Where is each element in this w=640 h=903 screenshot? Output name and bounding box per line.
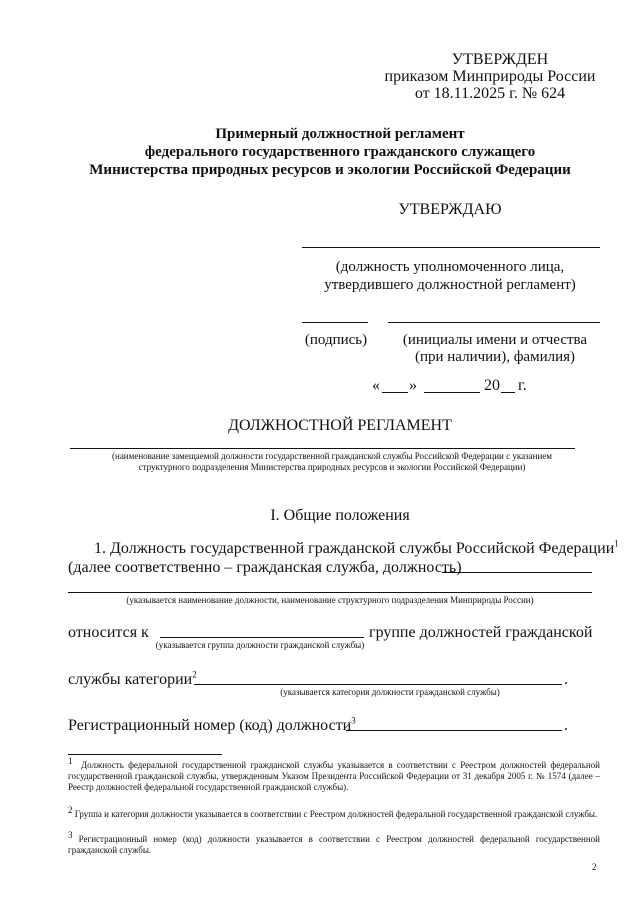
footnote-3 <box>68 830 600 856</box>
position-caption-1: (должность уполномоченного лица, <box>335 259 565 275</box>
footnote-3-mark: 3 <box>68 830 73 840</box>
date-month-line <box>424 392 480 393</box>
signature-line <box>302 322 368 323</box>
signature-caption: (подпись) <box>304 332 368 348</box>
title-line-3: Министерства природных ресурсов и экологии Российской Федерации <box>89 162 571 178</box>
category-prefix: службы категории <box>68 671 193 688</box>
reg-prefix: Регистрационный номер (код) должности <box>68 717 352 734</box>
group-suffix: группе должностей гражданской <box>369 624 593 641</box>
footnote-2-text: Группа и категория должности указывается в соответствии с Реестром должностей федеральной государственной гражданской службы. <box>74 809 598 819</box>
paragraph-1-full-line <box>68 592 592 593</box>
date-year-prefix: 20 <box>484 377 500 394</box>
footnote-3-text: Регистрационный номер (код) должности указывается в соответствии с Реестром должностей федеральной государственной гражданской службы. <box>68 834 600 855</box>
group-prefix: относится к <box>68 624 149 641</box>
paragraph-1-blank-line <box>442 572 592 573</box>
footnote-separator <box>68 754 222 755</box>
footnote-ref-3: 3 <box>351 715 356 726</box>
approval-date: от 18.11.2025 г. № 624 <box>414 85 566 102</box>
paragraph-1-text: 1. Должность государственной гражданской службы Российской Федерации <box>94 540 615 557</box>
footnote-2 <box>68 805 600 820</box>
date-year-suffix: г. <box>518 377 527 394</box>
regulation-caption-1: (наименование замещаемой должности государственной гражданской службы Российской Федерации с указанием <box>112 451 552 461</box>
date-close-quote: » <box>409 377 417 394</box>
approval-order: приказом Минприроды России <box>384 68 596 85</box>
reg-prefix-wrap <box>68 716 356 735</box>
footnote-ref-2: 2 <box>192 669 197 680</box>
position-caption-2: утвердившего должностной регламент) <box>324 277 576 293</box>
category-end: . <box>564 671 568 688</box>
reg-blank-line <box>346 730 562 731</box>
regulation-position-line <box>70 448 575 449</box>
name-caption-2: (при наличии), фамилия) <box>414 349 576 365</box>
paragraph-1-line-1 <box>94 539 619 558</box>
date-day-line <box>382 392 408 393</box>
group-caption: (указывается группа должности гражданской службы) <box>155 640 365 650</box>
name-caption-1: (инициалы имени и отчества <box>402 332 588 348</box>
footnote-ref-1: 1 <box>614 538 619 549</box>
regulation-caption-2: структурного подразделения Министерства природных ресурсов и экологии Российской Федерации) <box>138 462 526 472</box>
category-prefix-wrap <box>68 670 197 689</box>
name-line <box>388 322 600 323</box>
title-line-2: федерального государственного гражданского служащего <box>144 144 536 160</box>
reg-end: . <box>564 717 568 734</box>
page-number: 2 <box>592 862 597 872</box>
footnote-1-mark: 1 <box>68 756 73 766</box>
date-year-line <box>501 392 515 393</box>
group-blank-line <box>160 637 364 638</box>
approve-heading: УТВЕРЖДАЮ <box>398 201 502 218</box>
title-line-1: Примерный должностной регламент <box>215 126 465 142</box>
footnote-1-text: Должность федеральной государственной гражданской службы указывается в соответствии с Реестром должностей федеральной государственной гражданской службы, утвержденным Указом Президента Российской Федерации от 31 декабря 2005 г. № 1574 (далее – Реестр должностей федеральной государственной гражданской службы). <box>68 760 600 792</box>
position-line <box>302 247 600 248</box>
section-heading: I. Общие положения <box>270 507 410 524</box>
date-open-quote: « <box>372 377 380 394</box>
regulation-heading: ДОЛЖНОСТНОЙ РЕГЛАМЕНТ <box>228 417 452 434</box>
category-caption: (указывается категория должности гражданской службы) <box>280 687 500 697</box>
paragraph-1-caption: (указывается наименование должности, наименование структурного подразделения Минприроды России) <box>126 595 534 605</box>
category-blank-line <box>194 684 562 685</box>
footnote-2-mark: 2 <box>68 805 73 815</box>
footnote-1 <box>68 756 600 793</box>
paragraph-1-line-2: (далее соответственно – гражданская служба, должность) <box>68 559 462 576</box>
approval-heading: УТВЕРЖДЕН <box>451 51 549 68</box>
